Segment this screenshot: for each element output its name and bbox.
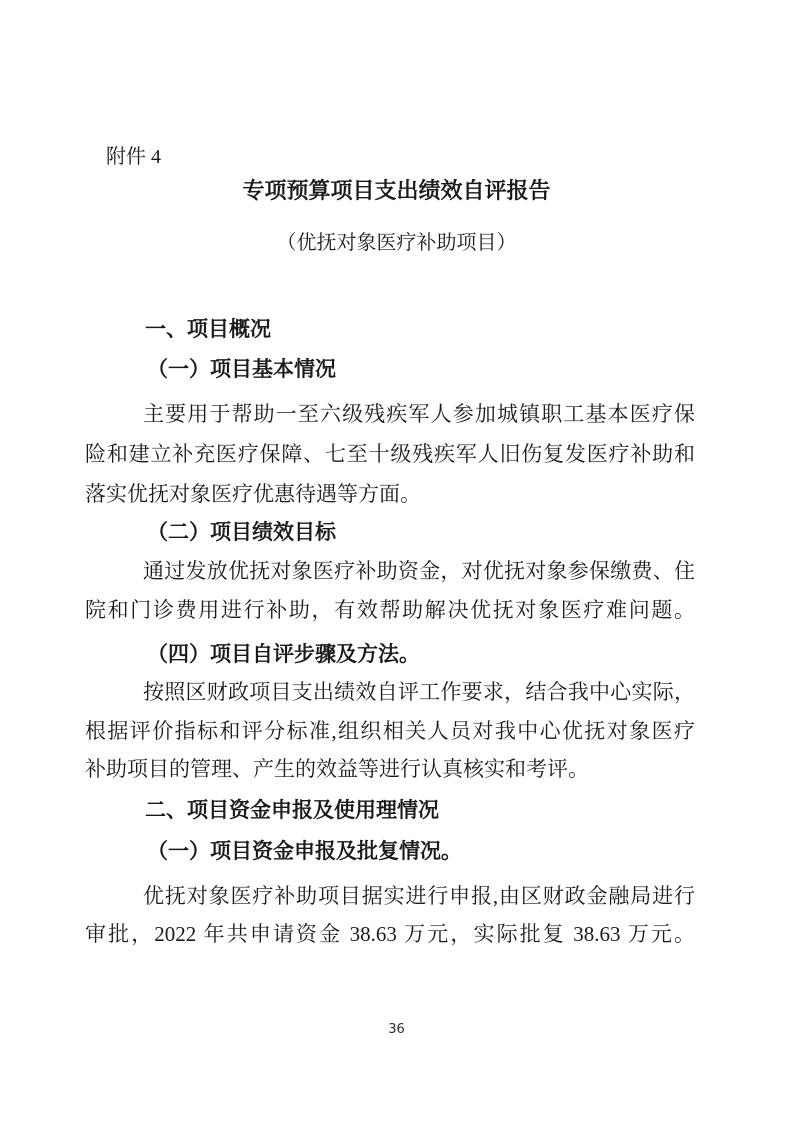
paragraph-line: 按照区财政项目支出绩效自评工作要求，结合我中心实际， [143,680,695,704]
paragraph-line: 优抚对象医疗补助项目据实进行申报,由区财政金融局进行 [143,884,695,908]
paragraph-line: 补助项目的管理、产生的效益等进行认真核实和考评。 [85,757,589,781]
attachment-label: 附件 4 [106,146,161,168]
document-subtitle: （优抚对象医疗补助项目） [276,232,517,254]
subsection-heading: （一）项目基本情况 [147,357,336,381]
paragraph-line: 险和建立补充医疗保障、七至十级残疾军人旧伤复发医疗补助和 [85,442,695,466]
paragraph-line: 落实优抚对象医疗优惠待遇等方面。 [85,482,421,506]
page-number: 36 [388,1022,405,1037]
paragraph-line: 审批，2022 年共申请资金 38.63 万元，实际批复 38.63 万元。 [85,922,695,946]
subsection-heading: （二）项目绩效目标 [147,520,336,544]
paragraph-line: 院和门诊费用进行补助，有效帮助解决优抚对象医疗难问题。 [85,598,695,622]
paragraph-line: 根据评价指标和评分标准,组织相关人员对我中心优抚对象医疗 [85,719,695,743]
paragraph-line: 通过发放优抚对象医疗补助资金，对优抚对象参保缴费、住 [143,559,695,583]
section-heading: 二、项目资金申报及使用理情况 [145,799,439,822]
document-title: 专项预算项目支出绩效自评报告 [242,178,551,203]
paragraph-line: 主要用于帮助一至六级残疾军人参加城镇职工基本医疗保 [143,402,695,426]
subsection-heading: （四）项目自评步骤及方法。 [147,642,420,666]
subsection-heading: （一）项目资金申报及批复情况。 [147,839,462,863]
section-heading: 一、项目概况 [145,318,271,341]
